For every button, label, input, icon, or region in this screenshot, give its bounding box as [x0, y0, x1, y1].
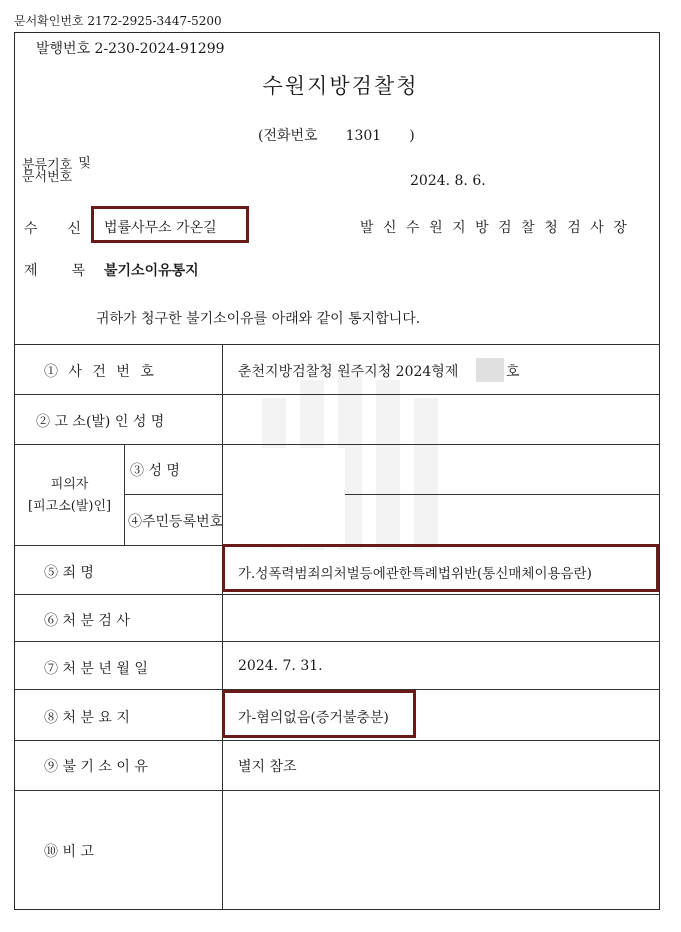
document-date: 2024. 8. 6. [410, 173, 486, 189]
remarks-label: ⑩ 비 고 [44, 844, 94, 860]
recipient-label: 수신 [24, 221, 112, 237]
phone-line [258, 125, 415, 145]
phone-open: (전화번호 [258, 128, 318, 144]
phone-close: ) [409, 128, 415, 144]
recipient-value: 법률사무소 가온길 [104, 220, 217, 236]
subject-value: 불기소이유통지 [104, 263, 199, 279]
sender: 발신수원지방검찰청검사장 [360, 220, 637, 236]
reason-label: ⑨ 불 기 소 이 유 [44, 759, 148, 775]
table-line [14, 444, 660, 445]
suspect-redaction [223, 448, 345, 544]
disposition-summary-label: ⑧ 처 분 요 지 [44, 710, 130, 726]
phone-number: 1301 [345, 128, 382, 144]
charge-label: ⑤ 죄 명 [44, 565, 94, 581]
office-title: 수원지방검찰청 [262, 74, 419, 98]
reason-value: 별지 참조 [238, 759, 297, 775]
table-line [14, 394, 660, 395]
classification-label: 분류기호 문서번호 및 [22, 156, 91, 185]
case-number-suffix: 호 [506, 364, 520, 380]
issue-number: 발행번호 2-230-2024-91299 [36, 41, 225, 57]
disposition-date-value: 2024. 7. 31. [238, 658, 323, 674]
body-text: 귀하가 청구한 불기소이유를 아래와 같이 통지합니다. [96, 311, 421, 327]
case-number-redaction [476, 358, 504, 382]
table-line [124, 444, 125, 545]
table-line [14, 740, 660, 741]
charge-value: 가.성폭력범죄의처벌등에관한특례법위반(통신매체이용음란) [238, 566, 592, 582]
case-number-label: ① 사 건 번 호 [44, 364, 157, 380]
table-line [14, 641, 660, 642]
suspect-group-label: 피의자 [피고소(발)인] [28, 477, 112, 514]
table-line [124, 494, 660, 495]
table-line [222, 344, 223, 910]
table-line [14, 344, 660, 345]
suspect-name-label: ③ 성 명 [130, 463, 180, 479]
table-line [14, 790, 660, 791]
table-line [14, 594, 660, 595]
complainant-label: ② 고 소(발) 인 성 명 [36, 414, 165, 430]
document-check-number: 문서확인번호 2172-2925-3447-5200 [14, 14, 222, 28]
disposition-date-label: ⑦ 처 분 년 월 일 [44, 661, 148, 677]
prosecutor-label: ⑥ 처 분 검 사 [44, 613, 130, 629]
subject-label: 제목 [24, 263, 120, 279]
disposition-summary-value: 가-혐의없음(증거불충분) [238, 710, 389, 726]
case-number-prefix: 춘천지방검찰청 원주지청 2024형제 [238, 364, 459, 380]
suspect-id-label: ④주민등록번호 [128, 514, 224, 530]
